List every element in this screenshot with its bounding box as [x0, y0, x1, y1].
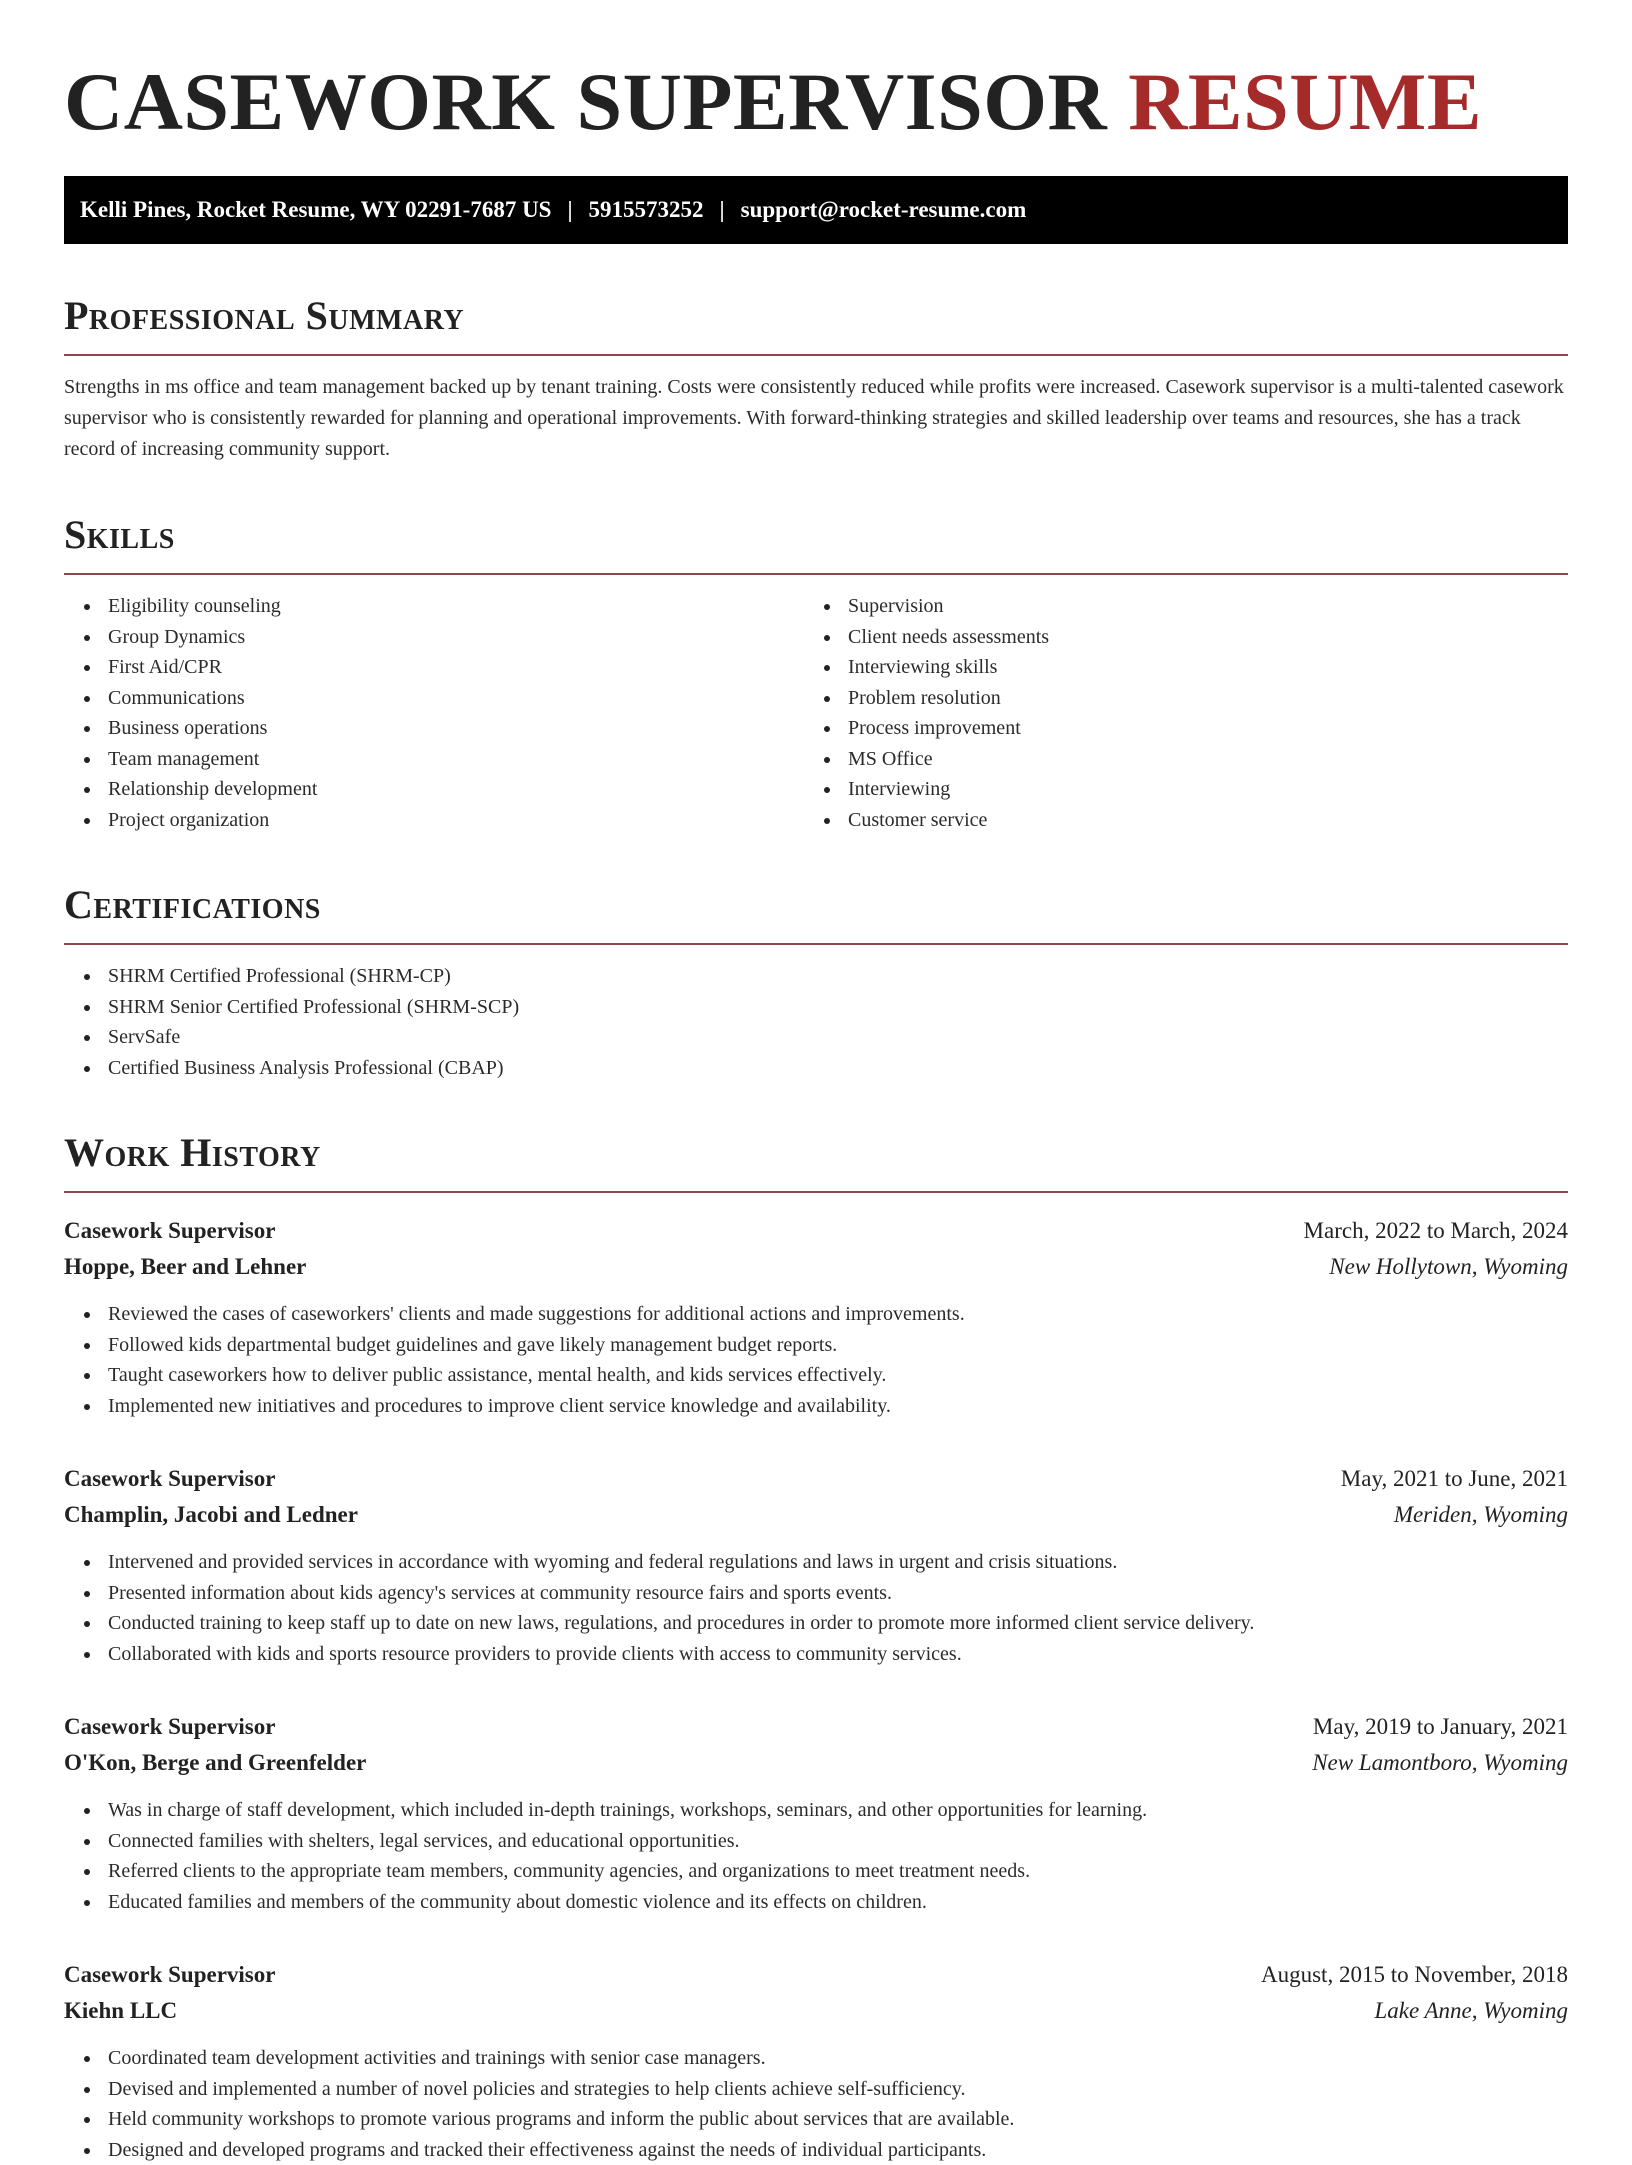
- job-bullets: [64, 2043, 1568, 2165]
- job-company-row: [64, 1993, 1568, 2029]
- skills-list-right: [804, 591, 1544, 835]
- contact-separator: |: [704, 197, 741, 223]
- certification-item: SHRM Certified Professional (SHRM-CP): [108, 961, 1568, 992]
- job-location: New Hollytown, Wyoming: [1329, 1249, 1568, 1285]
- job-header-row: [64, 1461, 1568, 1497]
- job-bullets: [64, 1547, 1568, 1669]
- job-header-row: [64, 1709, 1568, 1745]
- skill-item: Interviewing skills: [848, 652, 1544, 683]
- job-location: Lake Anne, Wyoming: [1374, 1993, 1568, 2029]
- job-bullet: Reviewed the cases of caseworkers' clients and made suggestions for additional actions and improvements.: [108, 1299, 1568, 1330]
- job-title: Casework Supervisor: [64, 1709, 275, 1745]
- job-header-row: [64, 1957, 1568, 1993]
- skill-item: Problem resolution: [848, 683, 1544, 714]
- skill-item: Project organization: [108, 805, 804, 836]
- skill-item: Supervision: [848, 591, 1544, 622]
- job-dates: May, 2019 to January, 2021: [1313, 1709, 1568, 1745]
- title-main: CASEWORK SUPERVISOR: [64, 56, 1107, 147]
- job-bullet: Was in charge of staff development, which included in-depth trainings, workshops, seminars, and other opportunities for learning.: [108, 1795, 1568, 1826]
- skill-item: MS Office: [848, 744, 1544, 775]
- job-company: O'Kon, Berge and Greenfelder: [64, 1745, 366, 1781]
- contact-address: Kelli Pines, Rocket Resume, WY 02291-7687 US: [80, 197, 551, 223]
- certification-item: ServSafe: [108, 1022, 1568, 1053]
- job-title: Casework Supervisor: [64, 1461, 275, 1497]
- contact-separator: |: [551, 197, 588, 223]
- title-accent: RESUME: [1128, 56, 1482, 147]
- job-company: Kiehn LLC: [64, 1993, 177, 2029]
- job-bullets: [64, 1299, 1568, 1421]
- job-bullets: [64, 1795, 1568, 1917]
- work-history-section: [64, 1127, 1568, 2165]
- resume-content: [64, 56, 1568, 2165]
- skills-heading: Skills: [64, 509, 1568, 575]
- skill-item: Team management: [108, 744, 804, 775]
- certifications-section: [64, 879, 1568, 1083]
- skill-item: Group Dynamics: [108, 622, 804, 653]
- job-bullet: Followed kids departmental budget guidelines and gave likely management budget reports.: [108, 1330, 1568, 1361]
- job-company-row: [64, 1497, 1568, 1533]
- page-title: [64, 56, 1568, 148]
- summary-section: [64, 290, 1568, 465]
- job-bullet: Referred clients to the appropriate team members, community agencies, and organizations to meet treatment needs.: [108, 1856, 1568, 1887]
- job-title: Casework Supervisor: [64, 1957, 275, 1993]
- skill-item: Relationship development: [108, 774, 804, 805]
- job-bullet: Connected families with shelters, legal services, and educational opportunities.: [108, 1826, 1568, 1857]
- job-dates: August, 2015 to November, 2018: [1261, 1957, 1568, 1993]
- job-company: Hoppe, Beer and Lehner: [64, 1249, 306, 1285]
- job-bullet: Collaborated with kids and sports resource providers to provide clients with access to community services.: [108, 1639, 1568, 1670]
- skill-item: Business operations: [108, 713, 804, 744]
- certifications-list: [64, 961, 1568, 1083]
- job-bullet: Conducted training to keep staff up to date on new laws, regulations, and procedures in order to promote more informed client service delivery.: [108, 1608, 1568, 1639]
- job-bullet: Designed and developed programs and tracked their effectiveness against the needs of individual participants.: [108, 2135, 1568, 2165]
- job-company: Champlin, Jacobi and Ledner: [64, 1497, 358, 1533]
- skill-item: Eligibility counseling: [108, 591, 804, 622]
- skills-section: [64, 509, 1568, 835]
- contact-phone: 5915573252: [589, 197, 704, 223]
- skill-item: Communications: [108, 683, 804, 714]
- job-dates: March, 2022 to March, 2024: [1304, 1213, 1568, 1249]
- job-bullet: Held community workshops to promote various programs and inform the public about services that are available.: [108, 2104, 1568, 2135]
- summary-heading: Professional Summary: [64, 290, 1568, 356]
- job-entry: [64, 1709, 1568, 1917]
- job-header-row: [64, 1213, 1568, 1249]
- job-dates: May, 2021 to June, 2021: [1341, 1461, 1568, 1497]
- job-title: Casework Supervisor: [64, 1213, 275, 1249]
- job-bullet: Presented information about kids agency's services at community resource fairs and sports events.: [108, 1578, 1568, 1609]
- contact-email: support@rocket-resume.com: [741, 197, 1027, 223]
- job-entry: [64, 1213, 1568, 1421]
- skill-item: First Aid/CPR: [108, 652, 804, 683]
- job-bullet: Intervened and provided services in accordance with wyoming and federal regulations and laws in urgent and crisis situations.: [108, 1547, 1568, 1578]
- job-bullet: Educated families and members of the community about domestic violence and its effects on children.: [108, 1887, 1568, 1918]
- job-company-row: [64, 1745, 1568, 1781]
- skills-grid: [64, 575, 1568, 835]
- job-location: New Lamontboro, Wyoming: [1312, 1745, 1568, 1781]
- skill-item: Customer service: [848, 805, 1544, 836]
- job-bullet: Coordinated team development activities and trainings with senior case managers.: [108, 2043, 1568, 2074]
- summary-text: Strengths in ms office and team management backed up by tenant training. Costs were consistently reduced while profits were increased. Casework supervisor is a multi-talented casework supervisor who is consistently rewarded for planning and operational improvements. With forward-thinking strategies and skilled leadership over teams and resources, she has a track record of increasing community support.: [64, 372, 1568, 465]
- work-history-heading: Work History: [64, 1127, 1568, 1193]
- job-bullet: Devised and implemented a number of novel policies and strategies to help clients achieve self-sufficiency.: [108, 2074, 1568, 2105]
- job-entry: [64, 1957, 1568, 2165]
- job-location: Meriden, Wyoming: [1394, 1497, 1568, 1533]
- job-bullet: Taught caseworkers how to deliver public assistance, mental health, and kids services effectively.: [108, 1360, 1568, 1391]
- certification-item: SHRM Senior Certified Professional (SHRM-SCP): [108, 992, 1568, 1023]
- certifications-heading: Certifications: [64, 879, 1568, 945]
- job-bullet: Implemented new initiatives and procedures to improve client service knowledge and availability.: [108, 1391, 1568, 1422]
- skill-item: Client needs assessments: [848, 622, 1544, 653]
- job-company-row: [64, 1249, 1568, 1285]
- job-entry: [64, 1461, 1568, 1669]
- skill-item: Interviewing: [848, 774, 1544, 805]
- contact-bar: [64, 176, 1568, 244]
- skills-list-left: [64, 591, 804, 835]
- certification-item: Certified Business Analysis Professional (CBAP): [108, 1053, 1568, 1084]
- skill-item: Process improvement: [848, 713, 1544, 744]
